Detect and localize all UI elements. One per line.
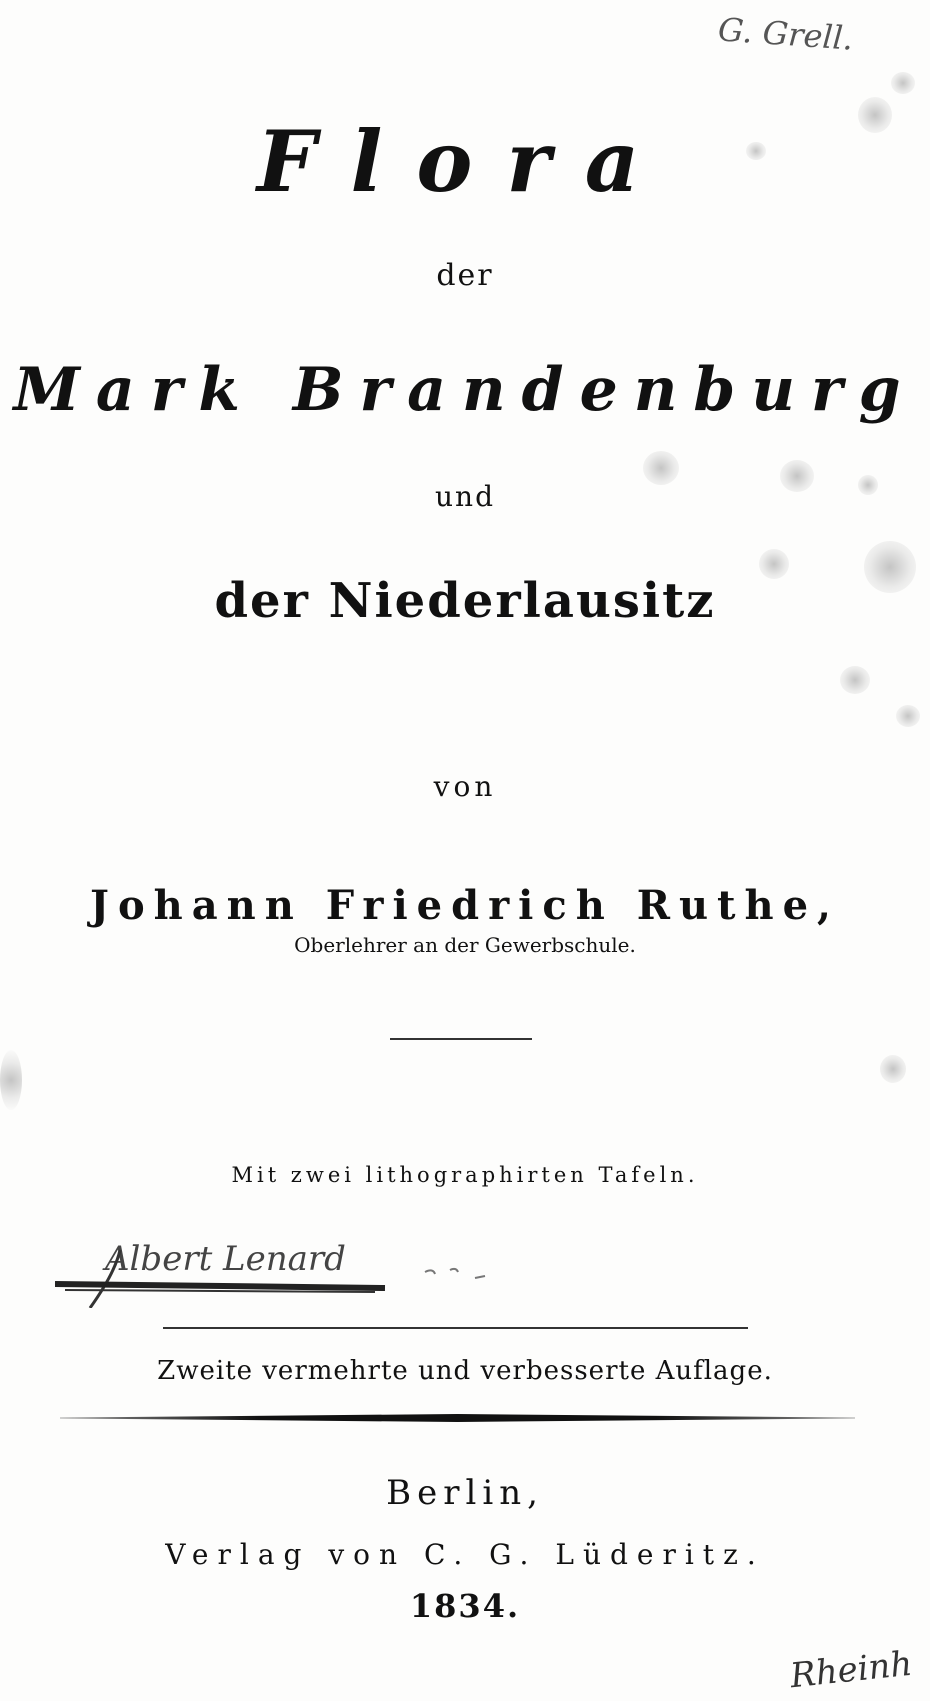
- title-word-und: und: [435, 480, 495, 513]
- publication-year: 1834.: [409, 1587, 521, 1625]
- title-word-von: von: [433, 770, 497, 803]
- publication-city: Berlin,: [386, 1473, 544, 1513]
- author-position: Oberlehrer an der Gewerbschule.: [294, 933, 636, 957]
- foxing-spot: [0, 1050, 22, 1110]
- title-region-two: der Niederlausitz: [214, 573, 716, 629]
- foxing-spot: [896, 705, 920, 727]
- handwritten-owner-mark: G. Grell.: [716, 10, 855, 58]
- author-name: Johann Friedrich Ruthe,: [90, 882, 840, 929]
- struck-signature-text: Albert Lenard: [105, 1239, 346, 1279]
- thick-divider: [60, 1414, 855, 1422]
- handwritten-note-bottom: Rheinh: [788, 1643, 915, 1697]
- plates-note: Mit zwei lithographirten Tafeln.: [231, 1163, 699, 1187]
- edition-note: Zweite vermehrte und verbesserte Auflage.: [157, 1356, 773, 1386]
- short-divider: [390, 1038, 532, 1040]
- struck-signature: [55, 1228, 515, 1308]
- foxing-spot: [891, 72, 915, 94]
- publisher-name: Verlag von C. G. Lüderitz.: [165, 1538, 765, 1571]
- foxing-spot: [880, 1055, 906, 1083]
- middle-divider: [163, 1327, 748, 1329]
- title-word-der: der: [436, 258, 494, 293]
- foxing-spot: [840, 666, 870, 694]
- title-region: Mark Brandenburg: [13, 355, 917, 425]
- book-title: Flora: [256, 112, 674, 211]
